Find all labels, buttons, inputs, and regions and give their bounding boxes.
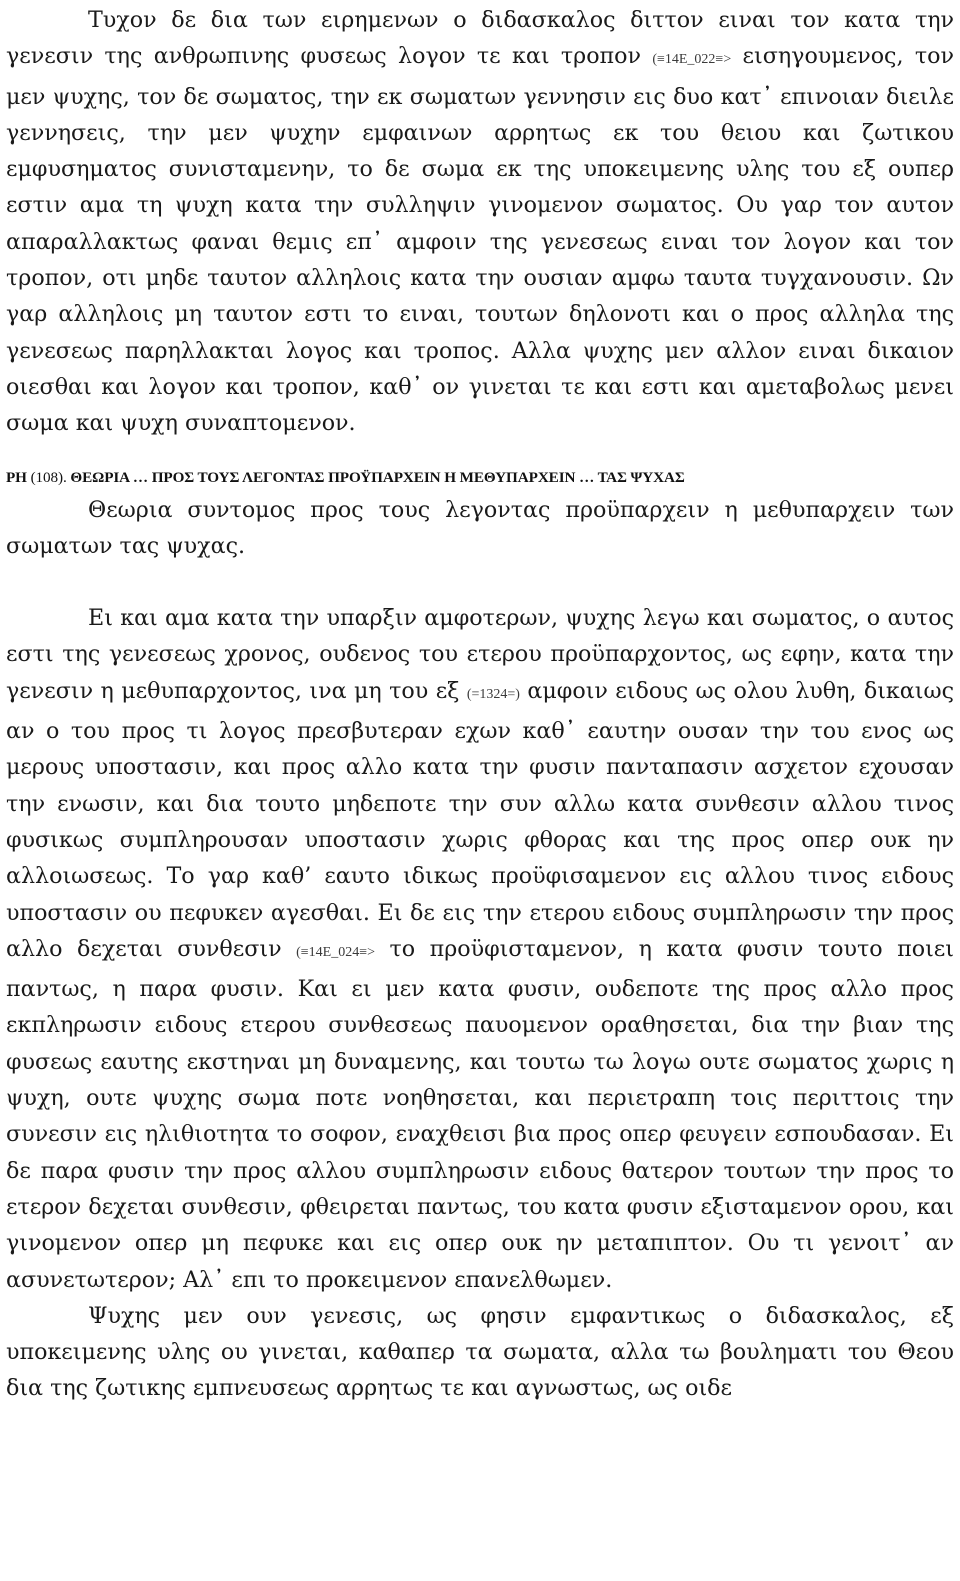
paragraph-2-text-b: αμφοιν ειδους ως ολου λυθη, δικαιως αν ο του προς τι λογος πρεσβυτεραν εχων καθ᾽ εαυτην ουσαν την του ενος ως μερους υποστασιν, και προς αλλο κατα την φυσιν πανταπασιν ασχετον εχουσαν την ενωσιν, και δια τουτο μηδεποτε την συν αλλω κατα συνθεσιν αλλου τινος φυσικως συμπληρουσαν υποστασιν χωρις φθορας και της προς οπερ ουκ ην αλλοιωσεως. Το γαρ καθ’ εαυτο ιδικως προϋφισαμενον εις αλλου τινος ειδους υποστασιν ου πεφυκεν αγεσθαι. Ει δε εις την ετερου ειδους συμπληρωσιν την προς αλλο δεχεται συνθεσιν: [6, 677, 954, 962]
paragraph-2: [6, 600, 954, 1298]
heading-title: ΘΕΩΡΙΑ … ΠΡΟΣ ΤΟΥΣ ΛΕΓΟΝΤΑΣ ΠΡΟΫΠΑΡΧΕΙΝ Η ΜΕΘΥΠΑΡΧΕΙΝ … ΤΑΣ ΨΥΧΑΣ: [66, 468, 685, 486]
section-subtitle: Θεωρια συντομος προς τους λεγοντας προϋπαρχειν η μεθυπαρχειν των σωματων τας ψυχας.: [6, 496, 954, 559]
paragraph-3: Ψυχης μεν ουν γενεσις, ως φησιν εμφαντικως ο διδασκαλος, εξ υποκειμενης υλης ου γινεται, καθαπερ τα σωματα, αλλα τω βουληματι του Θεου δια της ζωτικης εμπνευσεως αρρητως τε και αγνωστως, ως οιδε: [6, 1302, 954, 1402]
paragraph-1-text-a: Τυχον δε δια των ειρημενων ο διδασκαλος διττον ειναι τον κατα την γενεσιν της ανθρωπινης φυσεως λογον τε και τροπον: [6, 7, 954, 70]
paragraph-1: [6, 2, 954, 442]
page-marker: (≡14E_024≡>: [296, 944, 375, 960]
paragraph-2-text-c: το προϋφισταμενον, η κατα φυσιν τουτο ποιει παντως, η παρα φυσιν. Και ει μεν κατα φυσιν, ουδεποτε της προς αλλο προς εκπληρωσιν ειδους ετερου συνθεσεως παυομενον οραθησεται, δια την βιαν της φυσεως εαυτης εκστηναι μη δυναμενης, και τουτω τω λογω ουτε σωματος χωρις η ψυχη, ουτε ψυχης σωμα ποτε νοηθησεται, και περιετραπη τοις περιττοις την συνεσιν εις ηλιθιοτητα το σοφον, εναχθεισι βια προς οπερ φευγειν εσπουδασαν. Ει δε παρα φυσιν την προς αλλου συμπληρωσιν ειδους θατερον τουτων την προς το ετερον δεχεται συνθεσιν, φθειρεται παντως, του κατα φυσιν εξισταμενον ορου, και γινομενον οπερ μη πεφυκε και εις οπερ ουκ ην μεταπιπτον. Ου τι γενοιτ᾽ αν ασυνετωτερον; Αλ᾽ επι το προκειμενον επανελθωμεν.: [6, 935, 954, 1293]
document-page: [6, 2, 954, 1407]
section-heading: [6, 468, 954, 488]
paragraph-1-text-b: εισηγουμενος, τον μεν ψυχης, τον δε σωματος, την εκ σωματων γεννησιν εις δυο κατ᾽ επινοιαν διειλε γεννησεις, την μεν ψυχην εμφαινων αρρητως εκ του θειου και ζωτικου εμφυσηματος συνισταμενην, το δε σωμα εκ της υποκειμενης υλης του εξ ουπερ εστιν αμα τη ψυχη κατα την συλληψιν γινομενον σωματος. Ου γαρ τον αυτον απαραλλακτως φαναι θεμις επ᾽ αμφοιν της γενεσεως ειναι τον λογον και τον τροπον, οτι μηδε ταυτον αλληλοις κατα την ουσιαν αμφω ταυτα τυγχανουσιν. Ων γαρ αλληλοις μη ταυτον εστι το ειναι, τουτων δηλονοτι και ο προς αλληλα της γενεσεως παρηλλακται λογος και τροπος. Αλλα ψυχης μεν αλλον ειναι δικαιον οιεσθαι και λογον και τροπον, καθ᾽ ον γινεται τε και εστι και αμεταβολως μενει σωμα και ψυχη συναπτομενον.: [6, 43, 954, 437]
heading-number: (108).: [30, 468, 67, 486]
page-marker: (=1324=): [466, 686, 520, 702]
page-marker: (≡14E_022≡>: [652, 52, 732, 68]
paragraph-2-text-a: Ει και αμα κατα την υπαρξιν αμφοτερων, ψυχης λεγω και σωματος, ο αυτος εστι της γενεσεως χρονος, ουδενος του ετερου προϋπαρχοντος, ως εφην, κατα την γενεσιν η μεθυπαρχοντος, ινα μη του εξ: [6, 605, 954, 704]
heading-prefix: ΡΗ: [6, 468, 31, 486]
